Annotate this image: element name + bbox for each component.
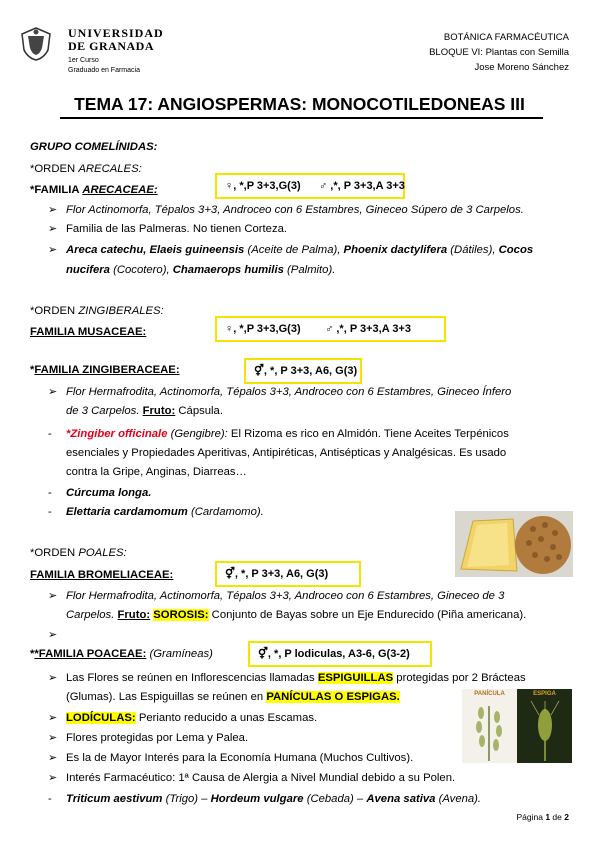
poaceae-b3: Flores protegidas por Lema y Palea.	[66, 732, 249, 744]
dash: -	[48, 487, 52, 499]
poaceae-b4: Es la de Mayor Interés para la Economía Humana (Muchos Cultivos).	[66, 752, 414, 764]
university-line-1: UNIVERSIDAD	[68, 26, 164, 40]
zingiberaceae-flower-2: de 3 Carpelos. Fruto: Cápsula.	[66, 405, 223, 417]
dash: -	[48, 506, 52, 518]
university-crest-icon	[16, 26, 56, 62]
family-zingiberaceae: *FAMILIA ZINGIBERACEAE:	[30, 364, 180, 376]
poaceae-species: Triticum aestivum (Trigo) – Hordeum vulgare (Cebada) – Avena sativa (Avena).	[66, 793, 482, 805]
bullet-arrow-icon: ➢	[48, 386, 58, 398]
pineapple-image	[455, 511, 573, 577]
elettaria: Elettaria cardamomum (Cardamomo).	[66, 506, 264, 518]
header-right	[429, 30, 569, 75]
course-year: 1er Curso	[68, 57, 99, 64]
bullet-arrow-icon: ➢	[48, 772, 58, 784]
bromeliaceae-flower: Flor Hermafrodita, Actinomorfa, Tépalos 3+3, Androceo con 6 Estambres, Gineceo de 3	[66, 590, 505, 602]
panicle-icon	[467, 701, 512, 761]
family-musaceae: FAMILIA MUSACEAE:	[30, 326, 147, 338]
arecaceae-species-2: nucifera (Cocotero), Chamaerops humilis (Palmito).	[66, 264, 336, 276]
family-arecaceae: *FAMILIA ARECACEAE:	[30, 184, 158, 196]
bromeliaceae-fruit: Carpelos. Fruto: SOROSIS: Conjunto de Bayas sobre un Eje Endurecido (Piña americana).	[66, 609, 527, 621]
grass-inflorescence-image	[462, 689, 572, 763]
spike-icon	[525, 701, 565, 761]
formula-arecaceae: ♀, *,P 3+3,G(3) ♂ ,*, P 3+3,A 3+3	[215, 173, 405, 199]
page-title: TEMA 17: ANGIOSPERMAS: MONOCOTILEDONEAS III	[74, 94, 525, 114]
arecaceae-flower: Flor Actinomorfa, Tépalos 3+3, Androceo con 6 Estambres, Gineceo Súpero de 3 Carpelos.	[66, 204, 524, 216]
course-info	[68, 56, 140, 76]
ginger-line-3: contra la Gripe, Anginas, Diarreas…	[66, 466, 247, 478]
poaceae-b1-2: (Glumas). Las Espiguillas se reúnen en PANÍCULAS O ESPIGAS.	[66, 691, 400, 703]
page-footer: Página 1 de 2	[516, 812, 569, 822]
order-poales: *ORDEN POALES:	[30, 547, 127, 559]
bullet-arrow-icon: ➢	[48, 590, 58, 602]
dash: -	[48, 793, 52, 805]
bullet-arrow-icon: ➢	[48, 752, 58, 764]
poaceae-b5: Interés Farmacéutico: 1ª Causa de Alergia a Nivel Mundial debido a su Polen.	[66, 772, 456, 784]
curcuma: Cúrcuma longa.	[66, 487, 152, 499]
family-poaceae: **FAMILIA POACEAE: (Gramíneas)	[30, 648, 213, 660]
ginger-line-2: esenciales y Propiedades Aperitivas, Antipiréticas, Antisépticas y Analgésicas. Es usado	[66, 447, 507, 459]
bullet-arrow-icon: ➢	[48, 629, 58, 641]
spike-label: ESPIGA	[533, 691, 556, 697]
zingiberaceae-flower: Flor Hermafrodita, Actinomorfa, Tépalos 3+3, Androceo con 6 Estambres, Gineceo Ínfero	[66, 386, 512, 398]
family-bromeliaceae: FAMILIA BROMELIACEAE:	[30, 569, 174, 581]
bullet-arrow-icon: ➢	[48, 204, 58, 216]
author: Jose Moreno Sánchez	[474, 62, 569, 73]
bullet-arrow-icon: ➢	[48, 244, 58, 256]
arecaceae-palms: Familia de las Palmeras. No tienen Corteza.	[66, 223, 288, 235]
block: BLOQUE VI: Plantas con Semilla	[429, 47, 569, 58]
bullet-arrow-icon: ➢	[48, 732, 58, 744]
bullet-arrow-icon: ➢	[48, 672, 58, 684]
poaceae-b1: Las Flores se reúnen en Inflorescencias llamadas ESPIGUILLAS protegidas por 2 Brácteas	[66, 672, 526, 684]
dash: -	[48, 428, 52, 440]
formula-poaceae: ⚥, *, P lodiculas, A3-6, G(3-2)	[248, 641, 432, 667]
title-underline	[60, 117, 543, 119]
university-name	[68, 27, 164, 53]
group-heading: GRUPO COMELÍNIDAS:	[30, 141, 158, 153]
order-arecales: *ORDEN ARECALES:	[30, 163, 142, 175]
formula-musaceae: ♀, *,P 3+3,G(3) ♂ ,*, P 3+3,A 3+3	[215, 316, 446, 342]
formula-zingiberaceae: ⚥, *, P 3+3, A6, G(3)	[244, 358, 362, 384]
order-zingiberales: *ORDEN ZINGIBERALES:	[30, 305, 164, 317]
arecaceae-species: Areca catechu, Elaeis guineensis (Aceite de Palma), Phoenix dactylifera (Dátiles), Cocos	[66, 244, 534, 256]
university-line-2: DE GRANADA	[68, 39, 154, 53]
bullet-arrow-icon: ➢	[48, 712, 58, 724]
degree-name: Graduado en Farmacia	[68, 67, 140, 74]
ginger-line-1: *Zingiber officinale (Gengibre): El Rizoma es rico en Almidón. Tiene Aceites Terpénicos	[66, 428, 509, 440]
bullet-arrow-icon: ➢	[48, 223, 58, 235]
panicle-label: PANÍCULA	[474, 691, 505, 697]
poaceae-b2: LODÍCULAS: Perianto reducido a unas Escamas.	[66, 712, 318, 724]
subject: BOTÁNICA FARMACÉUTICA	[443, 32, 569, 43]
formula-bromeliaceae: ⚥, *, P 3+3, A6, G(3)	[215, 561, 361, 587]
